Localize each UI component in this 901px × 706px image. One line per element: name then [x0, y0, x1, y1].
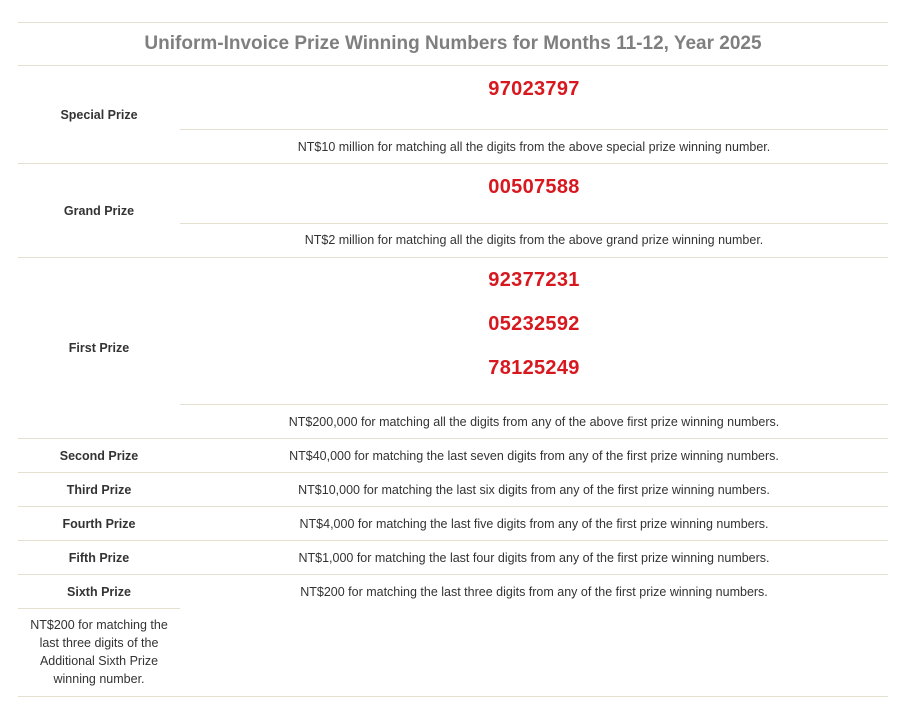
- special-prize-number: 97023797: [488, 77, 580, 100]
- page-title: Uniform-Invoice Prize Winning Numbers for Months 11-12, Year 2025: [144, 33, 762, 54]
- fifth-prize-description: NT$1,000 for matching the last four digits from any of the first prize winning numbers.: [298, 550, 770, 565]
- special-prize-label: Special Prize: [60, 107, 138, 122]
- sixth-prize-label: Sixth Prize: [67, 584, 131, 599]
- sixth-prize-description: NT$200 for matching the last three digits from any of the first prize winning numbers.: [300, 584, 768, 599]
- grand-prize-description: NT$2 million for matching all the digits from the above grand prize winning number.: [304, 233, 764, 247]
- first-prize-number: 05232592: [488, 312, 580, 335]
- additional-sixth-prize-note: NT$200 for matching the last three digits of the Additional Sixth Prize winning number.: [30, 618, 168, 686]
- first-prize-description: NT$200,000 for matching all the digits from any of the above first prize winning numbers.: [288, 415, 780, 429]
- grand-prize-number: 00507588: [488, 175, 580, 198]
- third-prize-description: NT$10,000 for matching the last six digits from any of the first prize winning numbers.: [298, 482, 770, 497]
- divider: [18, 696, 888, 697]
- fourth-prize-description: NT$4,000 for matching the last five digits from any of the first prize winning numbers.: [299, 516, 769, 531]
- first-prize-number: 92377231: [488, 268, 580, 291]
- special-prize-description: NT$10 million for matching all the digits from the above special prize winning number.: [297, 140, 771, 154]
- first-prize-label: First Prize: [68, 341, 130, 355]
- second-prize-description: NT$40,000 for matching the last seven digits from any of the first prize winning numbers.: [289, 448, 779, 463]
- fifth-prize-label: Fifth Prize: [68, 550, 130, 565]
- grand-prize-label: Grand Prize: [63, 203, 135, 218]
- fourth-prize-label: Fourth Prize: [62, 516, 136, 531]
- divider: [18, 22, 888, 23]
- first-prize-number: 78125249: [488, 356, 580, 379]
- second-prize-label: Second Prize: [59, 448, 139, 463]
- third-prize-label: Third Prize: [66, 482, 132, 497]
